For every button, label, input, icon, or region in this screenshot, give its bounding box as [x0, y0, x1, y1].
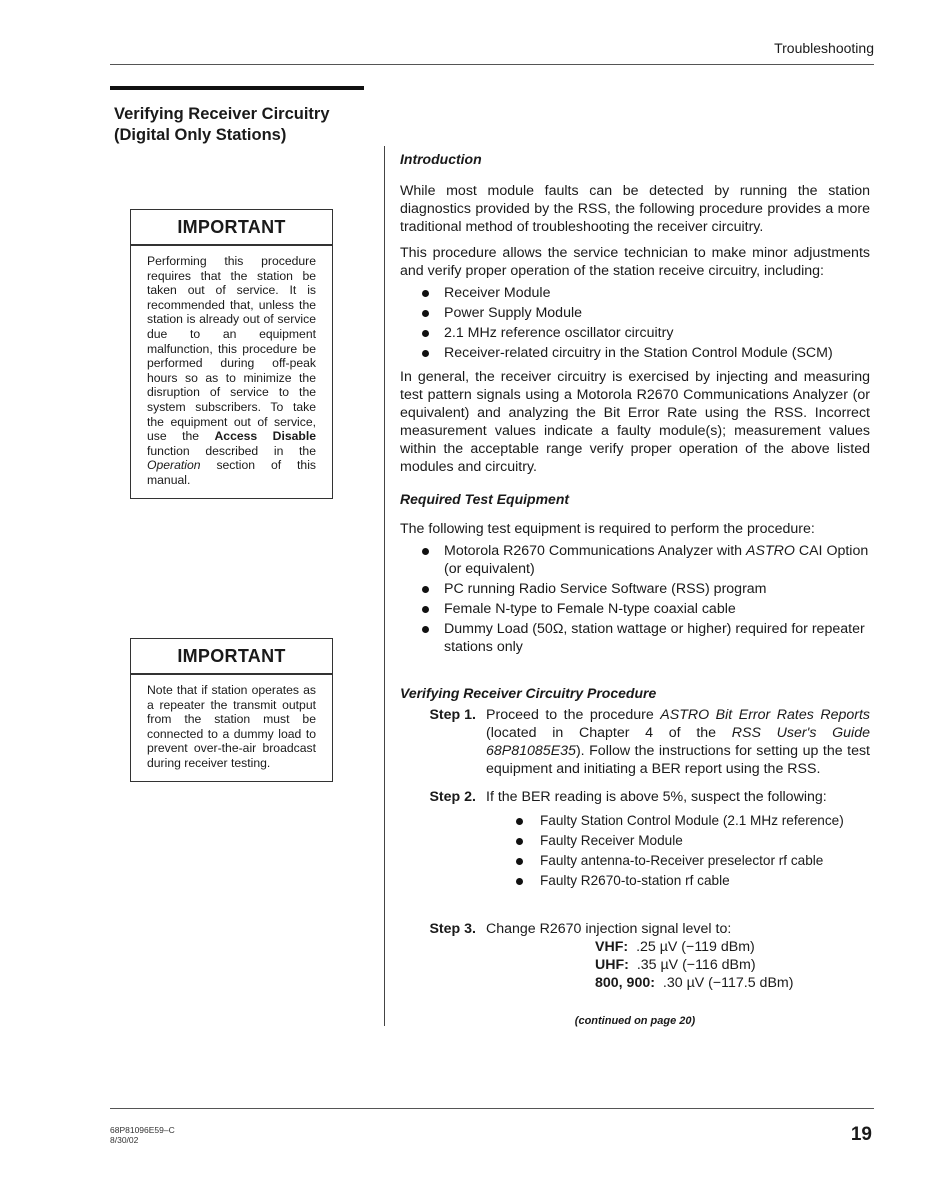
step-2 — [400, 788, 870, 892]
list-item: Faulty R2670-to-station rf cable — [516, 872, 870, 890]
equipment-paragraph: The following test equipment is required to perform the procedure: — [400, 521, 815, 537]
bullet-icon — [422, 310, 429, 317]
list-item: Faulty antenna-to-Receiver preselector rf cable — [516, 852, 870, 870]
list-item: Dummy Load (50Ω, station wattage or higher) required for repeater stations only — [422, 620, 870, 656]
level-row: VHF: .25 µV (−119 dBm) — [595, 939, 755, 955]
section-rule — [110, 86, 364, 90]
continued-note: (continued on page 20) — [574, 1015, 696, 1027]
bullet-icon — [516, 838, 523, 845]
list-item: Motorola R2670 Communications Analyzer with ASTRO CAI Option (or equivalent) — [422, 542, 870, 578]
step-label: Step 3. — [429, 921, 476, 937]
introduction-heading: Introduction — [400, 151, 482, 167]
section-title: Verifying Receiver Circuitry (Digital Only Stations) — [114, 105, 330, 144]
bullet-icon — [422, 606, 429, 613]
equipment-list — [400, 542, 870, 656]
doc-date: 8/30/02 — [110, 1135, 139, 1145]
list-item: Receiver Module — [422, 284, 870, 302]
list-item: Faulty Receiver Module — [516, 832, 870, 850]
important-box-1 — [130, 209, 333, 499]
step-3 — [400, 920, 870, 938]
step-1 — [400, 706, 870, 778]
step-label: Step 2. — [429, 789, 476, 805]
step-text: Proceed to the procedure ASTRO Bit Error Rates Reports (located in Chapter 4 of the RSS User's Guide 68P81085E35). Follow the instructions for setting up the test equipment and initiating a BER report using the RSS. — [486, 707, 870, 777]
level-row: UHF: .35 µV (−116 dBm) — [595, 957, 756, 973]
bullet-icon — [422, 626, 429, 633]
bullet-icon — [422, 586, 429, 593]
list-item: Receiver-related circuitry in the Station Control Module (SCM) — [422, 344, 870, 362]
procedure-heading: Verifying Receiver Circuitry Procedure — [400, 685, 657, 701]
list-item: Faulty Station Control Module (2.1 MHz reference) — [516, 812, 870, 830]
suspect-list — [486, 812, 870, 890]
equipment-heading: Required Test Equipment — [400, 491, 570, 507]
bullet-icon — [516, 878, 523, 885]
list-item: 2.1 MHz reference oscillator circuitry — [422, 324, 870, 342]
main-column — [400, 150, 870, 1030]
important-box-2 — [130, 638, 333, 782]
intro-paragraph-2: This procedure allows the service technician to make minor adjustments and verify proper operation of the station receive circuitry, including: — [400, 245, 870, 279]
level-row: 800, 900: .30 µV (−117.5 dBm) — [595, 975, 794, 991]
footer-rule — [110, 1108, 874, 1109]
list-item: PC running Radio Service Software (RSS) program — [422, 580, 870, 598]
bullet-icon — [516, 818, 523, 825]
doc-number: 68P81096E59–C — [110, 1125, 175, 1135]
running-header: Troubleshooting — [774, 40, 874, 56]
important-text: Note that if station operates as a repeater the transmit output from the station must be connected to a dummy load to prevent over-the-air broadcast during receiver testing. — [147, 683, 316, 770]
important-heading: IMPORTANT — [131, 639, 332, 675]
list-item: Power Supply Module — [422, 304, 870, 322]
module-list — [400, 284, 870, 362]
step-label: Step 1. — [429, 707, 476, 723]
bullet-icon — [422, 290, 429, 297]
important-heading: IMPORTANT — [131, 210, 332, 246]
footer-id — [110, 1125, 175, 1145]
intro-paragraph-3: In general, the receiver circuitry is exercised by injecting and measuring test pattern signals using a Motorola R2670 Communications Analyzer (or equivalent) and analyzing the Bit Error Rate using the RSS. Incorrect measurement values indicate a faulty module(s); measurement values within the acceptable range verify proper operation of the above listed modules and circuitry. — [400, 369, 870, 475]
important-text: Performing this procedure requires that the station be taken out of service. It is recommended that, unless the station is already out of service due to an equipment malfunction, this procedure be performed during off-peak hours so as to minimize the disruption of service to the system subscribers. To take the equipment out of service, use the Access Disable function described in the Operation section of this manual. — [147, 254, 316, 487]
intro-paragraph-1: While most module faults can be detected by running the station diagnostics provided by the RSS, the following procedure provides a more traditional method of troubleshooting the receiver circuitry. — [400, 183, 870, 235]
change-bar — [384, 146, 385, 1026]
bullet-icon — [422, 548, 429, 555]
list-item: Female N-type to Female N-type coaxial cable — [422, 600, 870, 618]
step-text: If the BER reading is above 5%, suspect the following: Faulty Station Control Module (2.1 MHz reference) Faulty Receiver Module Faulty antenna-to-Receiver preselector rf cable Faulty R2670-to-station rf cable — [486, 788, 870, 892]
bullet-icon — [516, 858, 523, 865]
bullet-icon — [422, 330, 429, 337]
page-number: 19 — [850, 1124, 872, 1145]
bullet-icon — [422, 350, 429, 357]
header-rule — [110, 64, 874, 65]
step-text: Change R2670 injection signal level to: — [486, 921, 732, 937]
